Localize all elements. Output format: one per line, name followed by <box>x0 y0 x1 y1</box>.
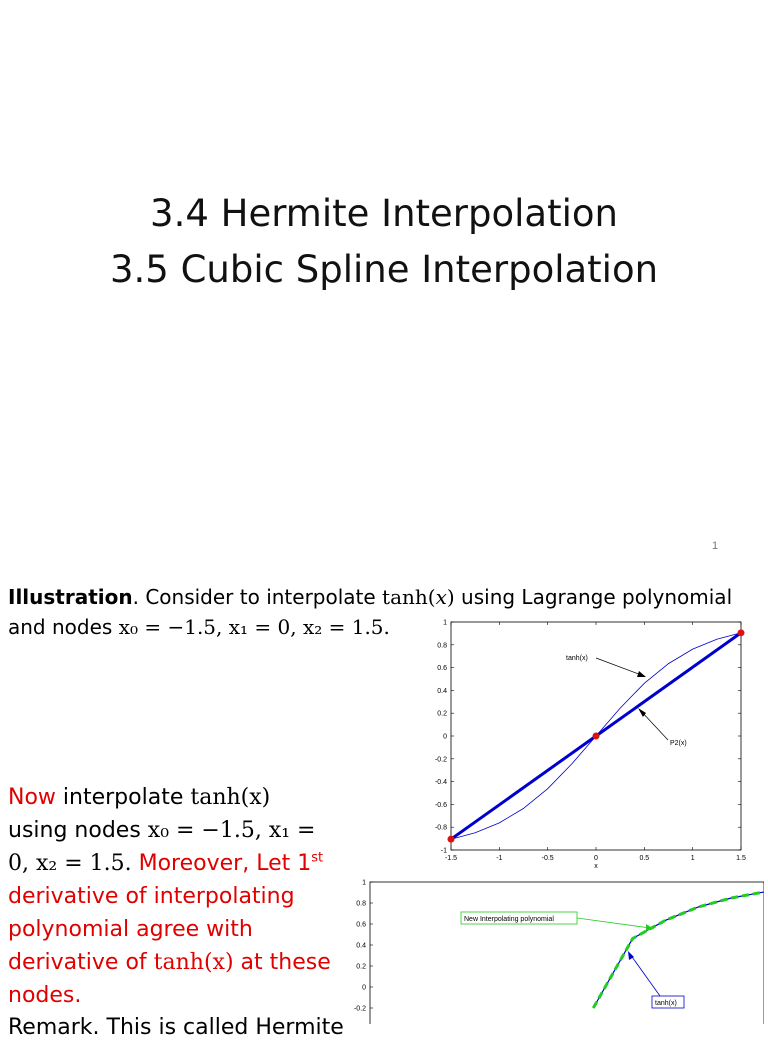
now-line-6-fn: tanh(x) <box>153 950 234 975</box>
annotation-p2: P2(x) <box>670 740 687 747</box>
now-line-6a: derivative of <box>8 950 154 975</box>
page-number: 1 <box>712 540 719 552</box>
y-tick-label: 0.8 <box>437 642 447 650</box>
node-point <box>448 836 455 843</box>
node-point <box>738 629 745 636</box>
x-tick-label: 0 <box>594 855 598 862</box>
illustration-text-3: and nodes <box>8 615 119 639</box>
y-tick-label: 0.2 <box>437 710 447 718</box>
y-tick-label: 0 <box>362 984 366 992</box>
xlabel: x <box>594 863 598 870</box>
x-tick-label: 1 <box>690 855 695 862</box>
y-tick-label: -0.2 <box>434 756 447 764</box>
now-nodes-b: 0, x₂ = 1.5. <box>8 851 132 876</box>
lagrange-chart <box>418 614 756 874</box>
y-tick-label: -0.2 <box>353 1005 366 1013</box>
now-text-1: interpolate <box>55 785 191 810</box>
y-tick-label: 0 <box>443 733 447 741</box>
now-line-7: nodes. <box>8 983 82 1008</box>
now-nodes-a: x₀ = −1.5, x₁ = <box>147 818 316 843</box>
y-tick-label: -0.8 <box>434 824 447 832</box>
illustration-text-1: . Consider to interpolate <box>132 585 383 609</box>
x-tick-label: -1.5 <box>444 855 458 862</box>
y-tick-label: -0.6 <box>434 801 447 809</box>
y-tick-label: 0.4 <box>437 687 447 695</box>
x-tick-label: 1.5 <box>736 855 746 862</box>
now-word: Now <box>8 785 56 810</box>
remark-text: Remark. This is called Hermite <box>8 1015 344 1040</box>
node-point <box>593 733 600 740</box>
y-tick-label: 0.8 <box>356 900 366 908</box>
now-line-6b: at these <box>233 950 331 975</box>
hermite-paragraph <box>8 781 348 1012</box>
now-text-2: using nodes <box>8 818 148 843</box>
illustration-lead: Illustration <box>8 585 133 609</box>
now-line-5: polynomial agree with <box>8 917 253 942</box>
y-tick-label: 0.2 <box>356 963 366 971</box>
y-tick-label: -0.4 <box>434 779 447 787</box>
x-tick-label: -0.5 <box>541 855 554 862</box>
illustration-nodes: x₀ = −1.5, x₁ = 0, x₂ = 1.5. <box>118 615 390 639</box>
y-tick-label: -1 <box>440 847 447 855</box>
plot-area <box>370 882 764 1024</box>
illustration-text-2: using Lagrange polynomial <box>454 585 733 609</box>
now-line-4: derivative of interpolating <box>8 884 295 909</box>
y-tick-label: 1 <box>362 879 366 887</box>
annotation-tanh2: tanh(x) <box>655 1000 677 1007</box>
hermite-chart <box>340 878 764 1024</box>
x-tick-label: -1 <box>496 855 503 862</box>
x-tick-label: 0.5 <box>639 855 650 862</box>
tanh-fn: tanh(x) <box>382 585 455 609</box>
title-line-1: 3.4 Hermite Interpolation <box>150 192 618 235</box>
y-tick-label: 0.6 <box>356 921 366 929</box>
y-tick-label: 0.4 <box>356 942 366 950</box>
y-tick-label: 1 <box>443 619 447 627</box>
moreover-text: Moreover, Let 1 <box>131 851 312 876</box>
y-tick-label: 0.6 <box>437 665 447 673</box>
title-line-2: 3.5 Cubic Spline Interpolation <box>109 248 659 291</box>
annotation-tanh: tanh(x) <box>566 655 588 662</box>
moreover-sup: st <box>311 850 324 866</box>
annotation-new: New Interpolating polynomial <box>464 916 554 923</box>
now-fn: tanh(x) <box>190 785 271 810</box>
